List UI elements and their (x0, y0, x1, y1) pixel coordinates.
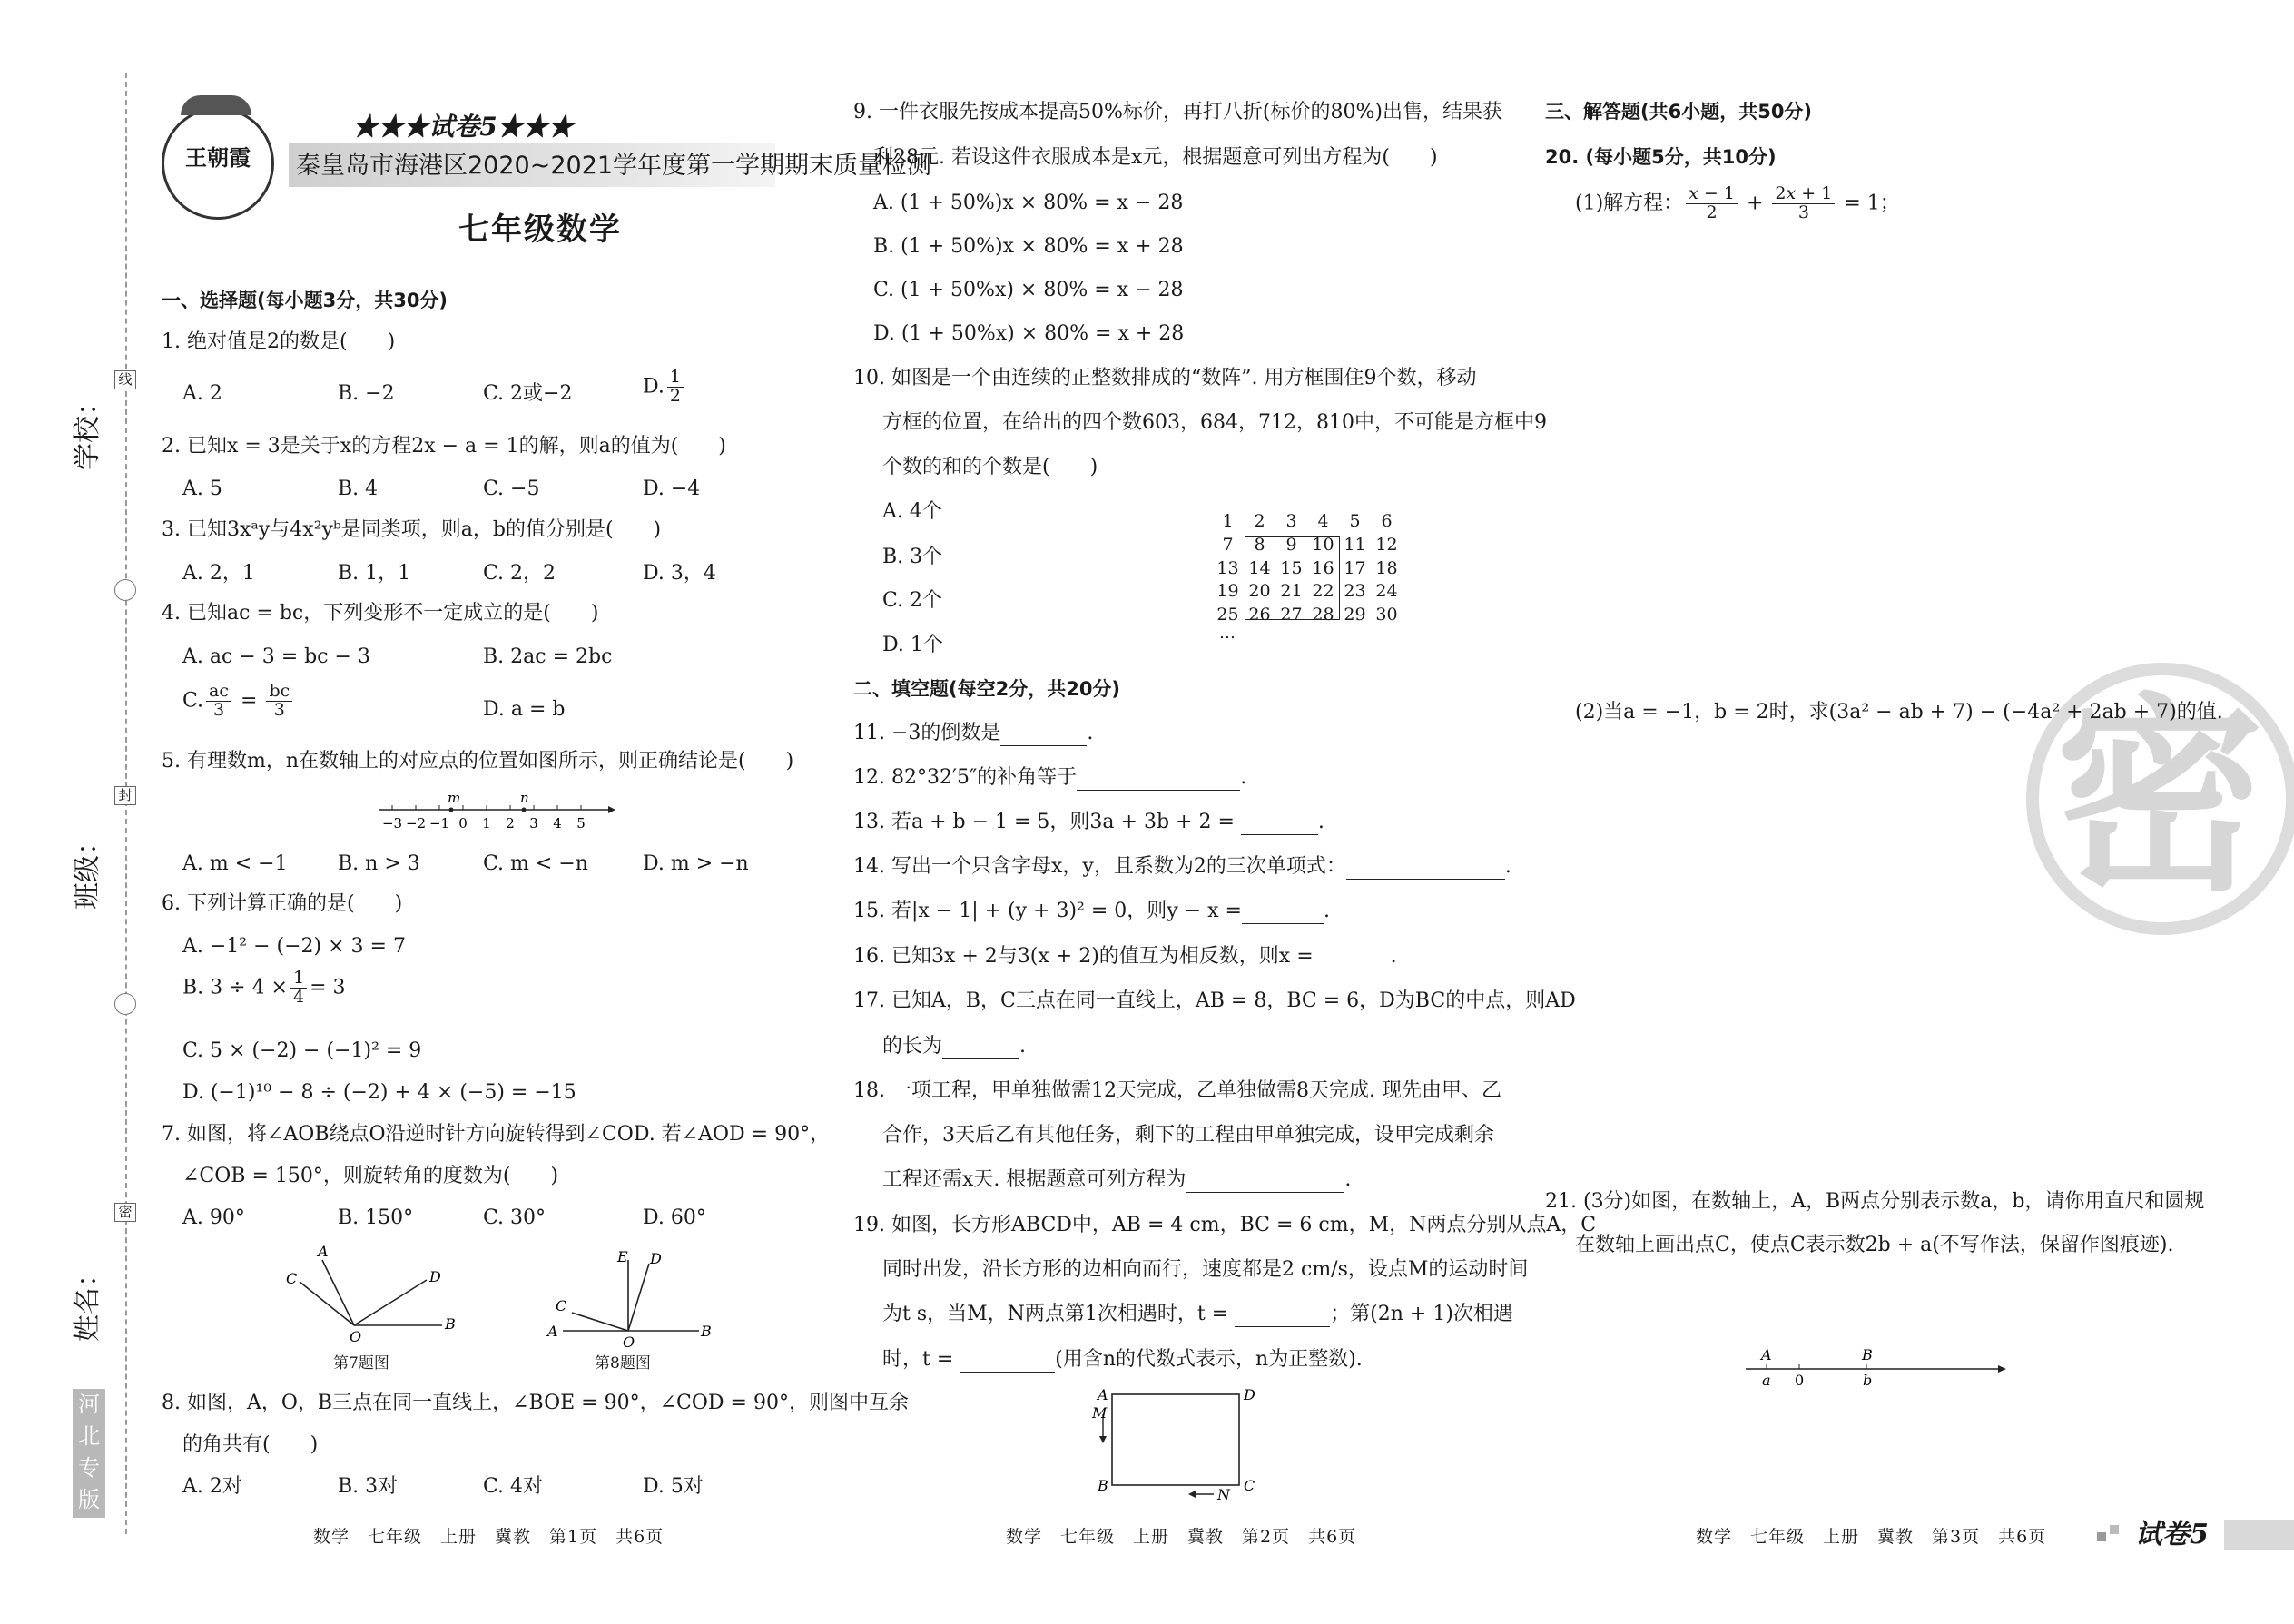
q12: 12. 82°32′5″的补角等于 . (853, 766, 1247, 789)
q8-stem-2: 的角共有( ) (182, 1433, 319, 1456)
q10-option-d: D. 1个 (882, 634, 943, 656)
q5-option-c: C. m < −n (483, 852, 588, 875)
q5-point-m (449, 808, 454, 812)
figure-8 (545, 1249, 717, 1349)
seal-char: 密 (2055, 677, 2265, 920)
svg-text:E: E (617, 1249, 628, 1265)
q5-option-b: B. n > 3 (338, 852, 420, 875)
svg-text:D: D (650, 1250, 662, 1267)
q3-option-d: D. 3，4 (643, 562, 716, 585)
q6-option-d: D. (−1)¹⁰ − 8 ÷ (−2) + 4 × (−5) = −15 (182, 1081, 576, 1104)
footer-page-1: 数学 七年级 上册 冀教 第1页 共6页 (313, 1527, 665, 1547)
svg-text:A: A (547, 1323, 558, 1340)
q6-option-b: B. 3 ÷ 4 × $\frac{1}{4}$ = 3 (182, 968, 346, 1007)
q6-option-c: C. 5 × (−2) − (−1)² = 9 (182, 1039, 422, 1062)
q2-option-b: B. 4 (338, 477, 379, 500)
svg-text:O: O (350, 1328, 362, 1345)
binding-hole-1 (114, 579, 136, 601)
brand-logo (162, 107, 274, 220)
q8-option-c: C. 4对 (483, 1475, 544, 1498)
svg-text:M: M (1092, 1404, 1108, 1422)
q7-option-c: C. 30° (483, 1206, 546, 1229)
section2-title: 二、填空题(每空2分，共20分) (853, 678, 1121, 700)
paper-number: ★★★试卷5★★★ (352, 112, 574, 142)
q12-answer-blank[interactable] (1077, 767, 1240, 790)
q15-answer-blank[interactable] (1242, 901, 1324, 923)
svg-text:B: B (445, 1315, 456, 1333)
q9-option-b: B. (1 + 50%)x × 80% = x + 28 (873, 235, 1184, 258)
q5-tick-label: 1 (482, 815, 491, 832)
q13: 13. 若a + b − 1 = 5，则3a + 3b + 2 = . (853, 811, 1324, 833)
q1-option-a: A. 2 (182, 382, 222, 405)
q18-line-1: 18. 一项工程，甲单独做需12天完成，乙单独做需8天完成. 现先由甲、乙 (853, 1079, 1501, 1102)
footer-square-icon (2097, 1532, 2106, 1541)
q9-option-c: C. (1 + 50%x) × 80% = x − 28 (873, 279, 1184, 301)
svg-text:D: D (1244, 1386, 1255, 1403)
q14: 14. 写出一个只含字母x，y，且系数为2的三次单项式： . (853, 855, 1511, 878)
q5-number-line (374, 792, 619, 837)
q19-line-4: 时，t = (用含n的代数式表示，n为正整数). (882, 1348, 1363, 1371)
figure-7 (277, 1245, 458, 1345)
q10-selection-box (1245, 536, 1340, 620)
q5-option-d: D. m > −n (643, 852, 749, 875)
q10-option-b: B. 3个 (882, 546, 943, 568)
q19-line-1: 19. 如图，长方形ABCD中，AB = 4 cm，BC = 6 cm，M，N两点分别从点A，C (853, 1214, 1597, 1236)
q3-option-b: B. 1，1 (338, 562, 411, 585)
q18-answer-blank[interactable] (1186, 1169, 1344, 1192)
q5-tick-label: −3 (381, 815, 403, 832)
q10-option-c: C. 2个 (882, 589, 943, 612)
figure-19-rectangle (1085, 1382, 1266, 1504)
q19-line-3: 为t s，当M，N两点第1次相遇时，t = ；第(2n + 1)次相遇 (882, 1303, 1513, 1325)
q9-stem-1: 9. 一件衣服先按成本提高50%标价，再打八折(标价的80%)出售，结果获 (853, 101, 1502, 123)
q7-option-a: A. 90° (182, 1206, 245, 1229)
q17-line-2: 的长为 . (882, 1035, 1027, 1058)
q1-option-b: B. −2 (338, 382, 395, 405)
binding-hole-2 (114, 993, 136, 1015)
q11: 11. −3的倒数是 . (853, 722, 1094, 744)
name-label: 姓名： (72, 1260, 103, 1342)
q8-option-a: A. 2对 (182, 1475, 242, 1498)
q5-label-m: m (448, 792, 461, 806)
q21-number-line (1741, 1345, 2013, 1391)
q5-stem: 5. 有理数m，n在数轴上的对应点的位置如图所示，则正确结论是( ) (162, 750, 794, 773)
q4-stem: 4. 已知ac = bc，下列变形不一定成立的是( ) (162, 602, 599, 625)
section1-title: 一、选择题(每小题3分，共30分) (162, 290, 448, 311)
svg-text:N: N (1217, 1486, 1230, 1503)
q19-answer-blank-2[interactable] (960, 1349, 1055, 1372)
q5-tick-label: −2 (405, 815, 427, 832)
exam-title: 秦皇岛市海港区2020~2021学年度第一学期期末质量检测 (296, 152, 932, 180)
q16-answer-blank[interactable] (1314, 946, 1391, 969)
logo-text: 王朝霞 (185, 145, 251, 171)
q20-part-2: (2)当a = −1，b = 2时，求(3a² − ab + 7) − (−4a² + 2ab + 7)的值. (1575, 701, 2223, 723)
q8-option-d: D. 5对 (643, 1475, 704, 1498)
q21-line-1: 21. (3分)如图，在数轴上，A，B两点分别表示数a，b，请你用直尺和圆规 (1545, 1190, 2205, 1213)
svg-text:B: B (701, 1323, 712, 1340)
svg-text:D: D (429, 1268, 441, 1285)
q6-stem: 6. 下列计算正确的是( ) (162, 892, 403, 915)
q18-line-3: 工程还需x天. 根据题意可列方程为 . (882, 1168, 1352, 1191)
q2-stem: 2. 已知x = 3是关于x的方程2x − a = 1的解，则a的值为( ) (162, 435, 726, 458)
q10-stem-3: 个数的和的个数是( ) (882, 456, 1098, 478)
crown-icon (181, 95, 251, 115)
q5-tick-label: 4 (553, 815, 562, 832)
q5-label-n: n (520, 792, 529, 806)
q20-part-1: (1)解方程： $\frac{x - 1}{2}$ + $\frac{2x + 1}{3}$ = 1； (1575, 183, 1900, 222)
q7-stem-1: 7. 如图，将∠AOB绕点O沿逆时针方向旋转得到∠COD. 若∠AOD = 90°， (162, 1123, 831, 1146)
q5-tick-label: 0 (458, 815, 468, 832)
svg-text:A: A (1761, 1346, 1772, 1363)
q10-stem-1: 10. 如图是一个由连续的正整数排成的“数阵”. 用方框围住9个数，移动 (853, 367, 1477, 389)
q7-stem-2: ∠COB = 150°，则旋转角的度数为( ) (182, 1165, 559, 1187)
q4-option-b: B. 2ac = 2bc (483, 645, 613, 668)
edition-badge: 河 北 专 版 (73, 1389, 105, 1518)
q7-option-d: D. 60° (643, 1206, 706, 1229)
q10-stem-2: 方框的位置，在给出的四个数603，684，712，810中，不可能是方框中9 (882, 411, 1547, 434)
q16: 16. 已知3x + 2与3(x + 2)的值互为相反数，则x = . (853, 945, 1397, 968)
school-label: 学校： (72, 389, 103, 470)
q1-option-c: C. 2或−2 (483, 382, 573, 405)
q19-line-2: 同时出发，沿长方形的边相向而行，速度都是2 cm/s，设点M的运动时间 (882, 1258, 1529, 1281)
q10-option-a: A. 4个 (882, 500, 942, 523)
svg-text:B: B (1098, 1477, 1108, 1494)
svg-text:C: C (286, 1270, 298, 1287)
q3-stem: 3. 已知3xᵃy与4x²yᵇ是同类项，则a，b的值分别是( ) (162, 518, 662, 541)
q9-option-d: D. (1 + 50%x) × 80% = x + 28 (873, 322, 1185, 345)
mark-line: 线 (114, 370, 136, 389)
svg-text:C: C (556, 1297, 567, 1314)
q21-line-2: 在数轴上画出点C，使点C表示数2b + a(不写作法，保留作图痕迹). (1575, 1234, 2174, 1256)
svg-text:O: O (623, 1334, 635, 1349)
q9-stem-2: 利28元. 若设这件衣服成本是x元，根据题意可列出方程为( ) (873, 146, 1438, 169)
q9-option-a: A. (1 + 50%)x × 80% = x − 28 (873, 192, 1184, 214)
q5-tick-label: 2 (506, 815, 515, 832)
q11-answer-blank[interactable] (1000, 723, 1087, 745)
q5-option-a: A. m < −1 (182, 852, 288, 875)
footer-page-2: 数学 七年级 上册 冀教 第2页 共6页 (1006, 1527, 1357, 1547)
q5-tick-label: 3 (529, 815, 538, 832)
section3-title: 三、解答题(共6小题，共50分) (1545, 101, 1813, 123)
q10-number-grid: 1 2 3 4 5 6 7 8 9 10 11 12 13 14 15 16 17 18 19 20 21 22 23 24 25 26 27 28 29 30 … (1212, 510, 1403, 644)
q19-answer-blank-1[interactable] (1235, 1304, 1330, 1326)
q6-option-a: A. −1² − (−2) × 3 = 7 (182, 935, 406, 958)
q15: 15. 若|x − 1| + (y + 3)² = 0，则y − x = . (853, 900, 1330, 922)
svg-text:C: C (1244, 1477, 1255, 1494)
fig8-caption: 第8题图 (595, 1354, 651, 1373)
q8-stem-1: 8. 如图，A，O，B三点在同一直线上，∠BOE = 90°，∠COD = 90°，则图中互余 (162, 1392, 909, 1414)
q2-option-d: D. −4 (643, 477, 701, 500)
mark-secret: 密 (114, 1203, 136, 1222)
class-label: 班级： (72, 828, 103, 910)
q2-option-a: A. 5 (182, 477, 222, 500)
svg-text:a: a (1762, 1372, 1771, 1389)
q14-answer-blank[interactable] (1346, 856, 1505, 879)
svg-text:0: 0 (1795, 1372, 1805, 1389)
subject-title: 七年级数学 (458, 212, 622, 248)
footer-paper-badge: 试卷5 (2135, 1519, 2209, 1550)
q5-tick-label: 5 (576, 815, 586, 832)
q10-ellipsis: … (1219, 623, 1236, 643)
q4-option-c: C. $\frac{ac}{3}$ = $\frac{bc}{3}$ (182, 683, 295, 720)
q17-answer-blank[interactable] (942, 1036, 1019, 1058)
svg-text:A: A (1098, 1386, 1108, 1403)
footer-square-icon (2110, 1525, 2119, 1534)
q5-tick-label: −1 (428, 815, 450, 832)
mark-seal: 封 (114, 786, 136, 805)
q1-option-d: D. $\frac{1}{2}$ (643, 369, 686, 406)
q8-option-b: B. 3对 (338, 1475, 399, 1498)
q2-option-c: C. −5 (483, 477, 540, 500)
q20-title: 20. (每小题5分，共10分) (1545, 146, 1777, 168)
footer-page-3: 数学 七年级 上册 冀教 第3页 共6页 (1696, 1527, 2047, 1547)
fig7-caption: 第7题图 (333, 1354, 389, 1373)
svg-text:b: b (1863, 1372, 1873, 1389)
q7-option-b: B. 150° (338, 1206, 414, 1229)
q18-line-2: 合作，3天后乙有其他任务，剩下的工程由甲单独完成，设甲完成剩余 (882, 1124, 1494, 1147)
q4-option-d: D. a = b (483, 698, 566, 721)
q4-option-a: A. ac − 3 = bc − 3 (182, 645, 370, 668)
q3-option-c: C. 2，2 (483, 562, 556, 585)
svg-text:A: A (318, 1245, 329, 1260)
q13-answer-blank[interactable] (1241, 812, 1318, 834)
footer-grey-tab (2224, 1520, 2294, 1550)
q1-stem: 1. 绝对值是2的数是( ) (162, 330, 396, 353)
svg-text:B: B (1862, 1346, 1873, 1363)
q3-option-a: A. 2，1 (182, 562, 255, 585)
q17-line-1: 17. 已知A，B，C三点在同一直线上，AB = 8，BC = 6，D为BC的中点，则AD (853, 989, 1576, 1012)
q5-point-n (522, 808, 527, 812)
